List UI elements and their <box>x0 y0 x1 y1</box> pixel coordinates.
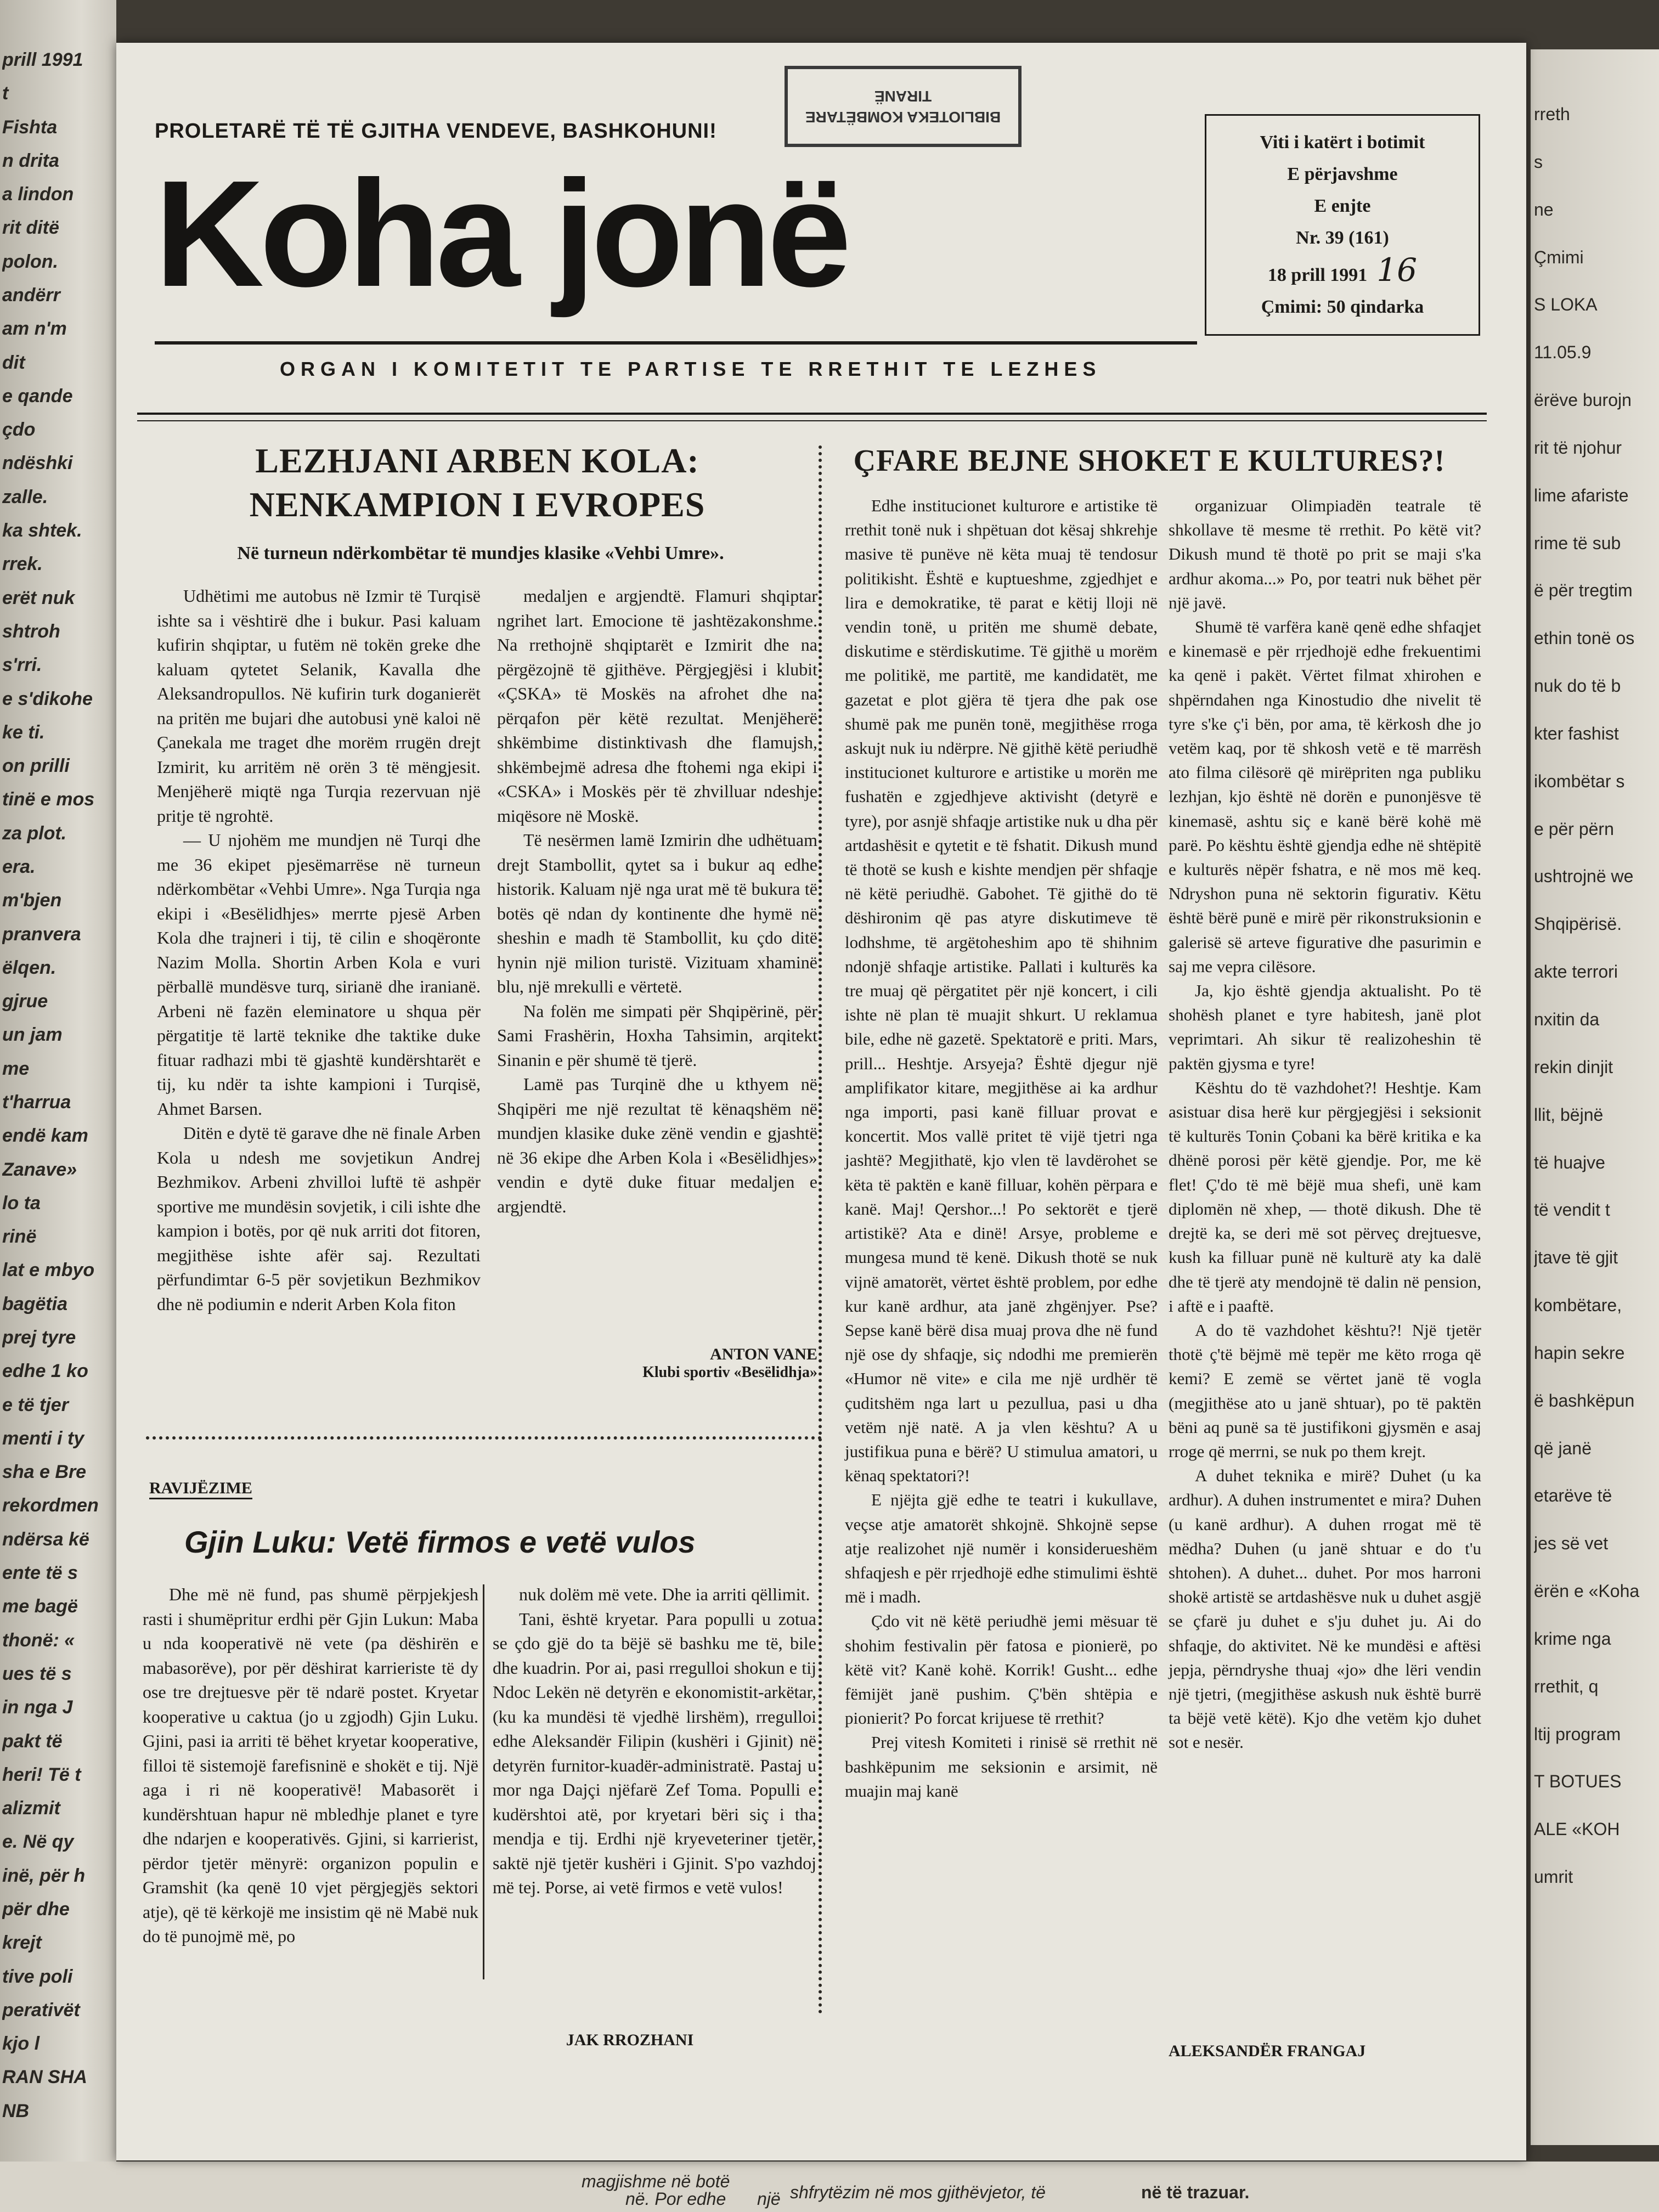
issue-info-box <box>1205 114 1480 336</box>
left-page-line: ente të s <box>2 1562 78 1584</box>
left-page-line: on prilli <box>2 755 70 777</box>
right-page-line: nuk do të b <box>1534 676 1621 696</box>
left-page-line: edhe 1 ko <box>2 1361 88 1382</box>
left-page-line: prej tyre <box>2 1327 76 1348</box>
issue-weekday: E enjte <box>1314 196 1371 216</box>
left-page-line: endë kam <box>2 1125 88 1147</box>
right-page-line: kter fashist <box>1534 723 1619 743</box>
article3-paragraph: A do të vazhdohet kështu?! Një tjetër thotë ç'të bëjmë më tepër me këto rroga që kemi? E zemë se vërtet janë të vogla (megjithëse ato u janë shtuar), po të paktën bëni aq punë sa të justifikoni gjysmën e asaj rroge që merrni, se nuk po them krejt. <box>1169 1320 1481 1461</box>
left-page-line: rekordmen <box>2 1495 99 1516</box>
issue-number: Nr. 39 (161) <box>1296 228 1389 248</box>
left-page-line: rit ditë <box>2 217 59 239</box>
handwritten-number: 16 <box>1376 251 1418 289</box>
article3-paragraph: A duhet teknika e mirë? Duhet (u ka ardhur). A duhen instrumentet e mira? Duhen (u kanë ardhur). A duhen rrogat më të mëdha? Duhen (u janë shtuar e do t'u shtohen). A duhet... duhet. Por mos harroni shokë artistë se artdashësve nuk u duhet asgjë se çfarë ju duhet e s'ju duhet ju. Ai do shfaqje, do aktivitet. Në ke mundësi e aftësi jepja, përndryshe thuaj «jo» dhe lëri vendin një tjetri, (megjithëse askush nuk është burrë ta bëjë vetë këtë). Kjo dhe vetëm kjo duhet sot e nesër. <box>1169 1466 1481 1752</box>
right-page-line: jes së vet <box>1534 1533 1609 1554</box>
left-page-line: alizmit <box>2 1798 60 1819</box>
left-page-line: bagëtia <box>2 1293 68 1314</box>
left-page-line: e. Në qy <box>2 1831 74 1853</box>
left-page-line: a lindon <box>2 184 74 205</box>
article3-paragraph: Prej vitesh Komiteti i rinisë së rrethit në bashkëpunim me seksionin e arsimit, në muajin maj kanë <box>845 1733 1158 1801</box>
left-page-line: t'harrua <box>2 1092 71 1113</box>
left-page-line: thonë: « <box>2 1629 75 1651</box>
left-page-line: ke ti. <box>2 721 45 743</box>
masthead-rule <box>155 341 1197 345</box>
article3-title: ÇFARE BEJNE SHOKET E KULTURES?! <box>853 444 1446 478</box>
article2-column-2 <box>493 1582 816 1900</box>
right-page-line: rit të njohur <box>1534 437 1622 458</box>
article1-author-name: ANTON VANE <box>710 1345 817 1363</box>
right-page-line: ë për tregtim <box>1534 580 1633 601</box>
section-divider <box>146 1436 822 1440</box>
article1-paragraph: Lamë pas Turqinë dhe u kthyem në Shqipëri me një rezultat të kënaqshëm në mundjen klasike duke zënë vendin e gjashtë në 36 ekipe dhe Arben Kola i «Besëlidhjes» vendin e dytë duke fituar medaljen e argjendtë. <box>497 1074 817 1216</box>
issue-year: Viti i katërt i botimit <box>1260 132 1425 153</box>
article1-column-2 <box>497 584 817 1218</box>
left-page-line: polon. <box>2 251 58 272</box>
right-page-line: nxitin da <box>1534 1009 1600 1029</box>
left-page-line: me <box>2 1058 30 1079</box>
article3-paragraph: Çdo vit në këtë periudhë jemi mësuar të shohim festivalin për fatosa e pionierë, po këtë vit? Kanë kohë. Korrik! Gusht... edhe fëmijët janë pushim. Ç'bën shtëpia e pionierit? Po forcat krijuese të rrethit? <box>845 1611 1158 1728</box>
right-page-line: e për përn <box>1534 819 1614 839</box>
masthead-organ: ORGAN I KOMITETIT TE PARTISE TE RRETHIT TE LEZHES <box>280 358 1102 380</box>
right-page-line: krime nga <box>1534 1628 1611 1649</box>
article1-subtitle: Në turneun ndërkombëtar të mundjes klasike «Vehbi Umre». <box>237 543 724 563</box>
left-page-line: RAN SHA <box>2 2067 87 2088</box>
right-page-line: ne <box>1534 199 1554 219</box>
bottom-page-line: në të trazuar. <box>1141 2182 1250 2202</box>
left-page-line: e s'dikohe <box>2 688 93 709</box>
right-page-line: jtave të gjit <box>1534 1248 1618 1268</box>
right-page-line: Çmimi <box>1534 247 1584 267</box>
left-page-line: sha e Bre <box>2 1462 87 1483</box>
right-page-line: rime të sub <box>1534 533 1621 553</box>
left-page-line: ues të s <box>2 1663 72 1684</box>
article2-paragraph: nuk dolëm më vete. Dhe ia arriti qëllimit. <box>519 1584 810 1604</box>
left-page-line: tive poli <box>2 1966 73 1987</box>
right-page-line: të huajve <box>1534 1152 1605 1172</box>
left-page-line: m'bjen <box>2 890 62 911</box>
right-page-line: lime afariste <box>1534 485 1629 505</box>
right-page-line: llit, bëjnë <box>1534 1104 1604 1125</box>
left-page-line: krejt <box>2 1932 42 1954</box>
right-page-line: rekin dinjit <box>1534 1057 1613 1077</box>
article1-column-1 <box>157 584 481 1316</box>
left-page-line: Fishta <box>2 116 58 138</box>
left-page-line: un jam <box>2 1024 63 1046</box>
right-page-line: s <box>1534 151 1543 172</box>
left-page-line: t <box>2 83 9 104</box>
right-page-line: etarëve të <box>1534 1486 1612 1506</box>
article2-column-rule <box>483 1584 484 1979</box>
left-page-line: menti i ty <box>2 1427 84 1449</box>
left-page-line: n drita <box>2 150 59 171</box>
article3-author: ALEKSANDËR FRANGAJ <box>1169 2042 1366 2060</box>
right-page-line: T BOTUES <box>1534 1771 1622 1792</box>
left-page-line: e qande <box>2 385 73 407</box>
left-page-line: zalle. <box>2 486 48 507</box>
left-page-line: me bagë <box>2 1596 78 1617</box>
article3-paragraph: Ja, kjo është gjendja aktualisht. Po të shohësh planet e tyre habitesh, janë plot veprimtari. Ah sikur të realizoheshin të paktën gjysma e tyre! <box>1169 981 1481 1073</box>
article1-paragraph: Udhëtimi me autobus në Izmir të Turqisë ishte sa i vështirë dhe i bukur. Pasi kaluam kufirin shqiptar, u futëm në tokën greke dhe kaluam qytetet Selanik, Kavalla dhe Aleksandropullos. Në kufirin turk doganierët na pritën me bujari dhe autobusi ynë kaloi në Çanekala me traget dhe morëm rrugën drejt Izmirit, ku arritëm në orën 3 të mëngjesit. Menjëherë miqtë nga Turqia rezervuan një pritje të ngrohtë. <box>157 586 481 826</box>
article3-paragraph: organizuar Olimpiadën teatrale të shkollave të mesme të rrethit. Po këtë vit? Dikush mund të thotë po prit se maji s'ka ardhur akoma...» Po, por teatri nuk bëhet për një javë. <box>1169 496 1481 612</box>
right-page-line: hapin sekre <box>1534 1342 1625 1363</box>
article3-paragraph: Shumë të varfëra kanë qenë edhe shfaqjet e kinemasë e për rrjedhojë edhe frekuentimi ka qenë i pakët. Vërtet filmat xhirohen e shpërndahen nga Kinostudio dhe nivelit të tyre s'ke ç'i bën, por ama, të kërkosh dhe jo vetëm kaq, por të shkosh vetë e të marrësh ato filma cilësorë që mirëpriten nga publiku lezhjan, kjo është në dorën e punonjësve të kinemasë, ashtu siç e kanë bërë kohë më parë. Po kështu është gjendja edhe në shtëpitë e kulturës nëpër fshatra, e në mos më keq. Ndryshon puna në sektorin figurativ. Këtu është bërë punë e mirë për rikonstruksionin e galerisë së arteve figurative dhe pasurimin e saj me vepra cilësore. <box>1169 617 1481 976</box>
left-page-line: perativët <box>2 1999 80 2021</box>
right-page-line: ethin tonë os <box>1534 628 1635 648</box>
left-page-line: NB <box>2 2100 30 2121</box>
left-page-line: era. <box>2 856 36 877</box>
article1-title <box>148 439 806 527</box>
right-page-line: umrit <box>1534 1867 1573 1887</box>
library-stamp <box>785 66 1022 147</box>
article2-title: Gjin Luku: Vetë firmos e vetë vulos <box>184 1525 696 1559</box>
right-page-line: ërëve burojn <box>1534 390 1632 410</box>
bottom-page-line: magjishme në botë <box>582 2171 730 2191</box>
left-page-line: kjo l <box>2 2033 40 2055</box>
article1-paragraph: Të nesërmen lamë Izmirin dhe udhëtuam drejt Stambollit, qytet sa i bukur aq edhe historik. Kaluam një nga urat më të bukura të botës që ndan dy kontinente dhe hymë në sheshin e madh të Stambollit, ku çdo ditë hynin një milion turistë. Vizituam xhaminë blu, një mrekulli e vërtetë. <box>497 830 817 996</box>
top-rule-2 <box>137 420 1487 421</box>
left-page-line: ndëshki <box>2 453 73 474</box>
left-page-line: ëlqen. <box>2 957 57 978</box>
article3-paragraph: Edhe institucionet kulturore e artistike të rrethit tonë nuk i shpëtuan dot kësaj shkrehje masive të punëve në këta muaj të tendosur politikisht. Është e kuptueshme, zgjedhjet e lira e demokratike, të parat e këtij lloji në vendin tonë, u pritën me shumë debate, diskutime e stërdiskutime. Të gjithë u morëm me politikë, me partitë, me kandidatët, me gazetat e plot gjëra të tjera dhe pak ose shumë pak me punën tonë, megjithëse rroga askujt nuk iu ndërpre. Në gjithë këtë periudhë institucionet kulturore e artistike u morën me fushatën e zgjedhjeve aktivisht (detyrë e tyre), por asnjë shfaqje artistike nuk u dha për artdashësit e qytetit e të fshatit. Dikush mund të thotë se kush e kishte mendjen për shfaqje në këtë periudhë. Gabohet. Të gjithë do të dëshironim që pas atyre diskutimeve të lodhshme, të argëtoheshim apo të shihnim ndonjë shfaqje artistike. Pallati i kulturës ka tre muaj që përgatitet për një koncert, i cili ishte në plan të muajit shkurt. U reklamua bile, edhe në gazetë. Spektatorë e priti. Mars, prill... Heshtje. Arsyeja? Është djegur një amplifikator kitare, megjithëse ai ka ardhur nga importi, pasi kanë filluar provat e koncertit. Mos vallë pritet të vijë tjetri nga jashtë? Megjithatë, kjo vlen të lavdërohet se këta të paktën e kanë filluar, kohën përpara e kanë. Maj! Qershor...! Po sektorët e tjerë artistikë? Ata e dinë! Arsye, probleme e mungesa mund të kenë. Dikush thotë se nuk vijnë amatorët, vërtet është problem, por edhe kur kanë ardhur, ata janë zhgënjyer. Pse? Sepse kanë bërë disa muaj prova dhe në fund një ose dy shfaqje, siç ndodhi me premierën «Humor në vite» e cila me një urdhër të çuditshëm nga lart u pezullua, pasi u dha vetëm një natë. A ja vlen kështu? A u justifikua puna e bërë? U stimulua amatori, u kënaq spektatori?! <box>845 496 1158 1486</box>
article3-column-1 <box>845 494 1158 1803</box>
column-divider <box>819 445 822 2015</box>
right-page-line: rrethit, q <box>1534 1676 1599 1696</box>
article2-author: JAK RROZHANI <box>566 2031 694 2049</box>
left-page-line: e të tjer <box>2 1394 69 1415</box>
issue-date <box>1222 251 1463 291</box>
right-page-line: ALE «KOH <box>1534 1819 1620 1839</box>
left-page-line: lat e mbyo <box>2 1260 95 1281</box>
left-page-line: çdo <box>2 419 36 441</box>
article1-title-line2: NENKAMPION I EVROPES <box>249 485 706 524</box>
article1-paragraph: — U njohëm me mundjen në Turqi dhe me 36 ekipet pjesëmarrëse në turneun ndërkombëtar «Vehbi Umre». Nga Turqia nga ekipi i «Besëlidhjes» merrte pjesë Arben Kola dhe trajneri i tij, të cilin e shoqëronte Nazim Molla. Shortin Arben Kola e vuri përballë mundësve turq, sirianë dhe iranianë. Arbeni në fazën eleminatore u shqua për përgatitje të lartë teknike dhe taktike duke fituar radhazi mbi të gjashtë kundërshtarët e tij, ku ndër ta ishte kampioni i Turqisë, Ahmet Barsen. <box>157 830 481 1119</box>
left-page-line: tinë e mos <box>2 789 95 810</box>
article1-paragraph: Ditën e dytë të garave dhe në finale Arben Kola u ndesh me sovjetikun Andrej Bezhmikov. Arbeni zhvilloi luftë të ashpër sportive me mundësin sovjetik, i cili ishte dhe kampion i botës, por që nuk arriti dot fitoren, megjithëse ishte afër saj. Rezultati përfundimtar 6-5 për sovjetikun Bezhmikov dhe në podiumin e nderit Arben Kola fiton <box>157 1123 481 1314</box>
left-page-line: erët nuk <box>2 587 75 608</box>
article2-rubric: RAVIJËZIME <box>149 1479 252 1499</box>
right-page-line: akte terrori <box>1534 962 1618 982</box>
left-page-line: dit <box>2 352 25 373</box>
article1-paragraph: medaljen e argjendtë. Flamuri shqiptar ngrihet lart. Emocione të jashtëzakonshme. Na rrethojnë shqiptarët e Izmirit dhe na përgëzojnë të gjithëve. Përgjegjësi i klubit «ÇSKA» të Moskës na afrohet dhe na përqafon për këtë rezultat. Menjëherë shkëmbime distinktivash dhe flamujsh, shkëmbejmë adresa dhe ftohemi nga ekipi i «CSKA» i Moskës për të zhvilluar ndeshje miqësore në Moskë. <box>497 586 817 826</box>
issue-price: Çmimi: 50 qindarka <box>1261 297 1424 317</box>
masthead-slogan: PROLETARË TË TË GJITHA VENDEVE, BASHKOHUNI! <box>155 120 717 143</box>
right-page-line: kombëtare, <box>1534 1295 1622 1316</box>
left-page-line: inë, për h <box>2 1865 86 1886</box>
right-page-line: S LOKA <box>1534 295 1598 315</box>
left-page-line: ndërsa kë <box>2 1528 89 1550</box>
right-page-line: 11.05.9 <box>1534 342 1592 363</box>
issue-date-text: 18 prill 1991 <box>1267 265 1368 285</box>
left-page-line: për dhe <box>2 1898 70 1920</box>
left-page-line: Zanave» <box>2 1159 77 1180</box>
left-page-line: am n'm <box>2 318 67 340</box>
left-page-line: ka shtek. <box>2 520 82 541</box>
left-page-line: andërr <box>2 285 60 306</box>
right-page-line: të vendit t <box>1534 1200 1610 1220</box>
article2-paragraph: Tani, është kryetar. Para populli u zotua se çdo gjë do ta bëjë së bashku me të, bile dhe kuadrin. Por ai, pasi rregulloi shokun e tij Ndoc Lekën në detyrën e ekonomistit-arkëtar, (ku ka mundësi të vjedhë lirshëm), rregulloi edhe Aleksandër Filipin (kushëri i Gjinit) në detyrën furnitor-kuadër-administratë. Pastaj u mor nga Dajçi njëfarë Zef Toma. Populli e kudërshtoi atë, por kryetari bëri siç i tha mendja e tij. Erdhi një kryeveteriner tjetër, saktë një tjetër kushëri i Gjinit. S'po vazhdoj më tej. Porse, ai vetë firmos e vetë vulos! <box>493 1609 816 1897</box>
left-page-line: s'rri. <box>2 654 42 676</box>
stamp-line-1: BIBLIOTEKA KOMBËTARE <box>805 109 1001 126</box>
article3-paragraph: E njëjta gjë edhe te teatri i kukullave, veçse atje amatorët shkojnë. Shkojnë sepse atje realizohet një numër i konsiderueshëm shfaqjesh e për rrjedhojë edhe stimulimi është më i madh. <box>845 1490 1158 1607</box>
newspaper-logo: Koha jonë <box>155 149 848 318</box>
bottom-page-line: shfrytëzim në mos gjithëvjetor, të <box>790 2182 1046 2202</box>
left-page-line: lo ta <box>2 1192 41 1214</box>
right-page-line: ë bashkëpun <box>1534 1390 1635 1410</box>
article1-author <box>497 1345 817 1381</box>
top-rule-1 <box>137 413 1487 415</box>
right-page-line: ikombëtar s <box>1534 771 1625 791</box>
article1-title-line1: LEZHJANI ARBEN KOLA: <box>255 441 699 480</box>
left-page-line: shtroh <box>2 620 60 642</box>
article2-paragraph: Dhe më në fund, pas shumë përpjekjesh rasti i shumëpritur erdhi për Gjin Lukun: Maba u nda kooperativë në vete (pa dëshirën e mabasorëve), por për dëshirat karrieriste të dy ose tre drejtuesve për të ndarë postet. Kryetar kooperative u caktua (jo u zgjodh) Gjin Luku. Gjini, pasi ia arriti të bëhet kryetar kooperative, filloi të sistemojë farefisninë e shokët e tij. Një aga i ri në kooperativë! Mabasorët i kundërshtuan hapur në mbledhje planet e tyre dhe ndarjen e kooperativës. Gjini, si karrierist, përdor tjetër mënyrë: organizon populin e Gramshit (ka qenë 10 vjet përgjegjës sektori atje), që të kërkojë me insistim që në Mabë nuk do të punojmë më, po <box>143 1584 478 1946</box>
left-page-line: rrek. <box>2 554 43 575</box>
left-page-line: pranvera <box>2 923 81 945</box>
bottom-page-line: në. Por edhe <box>625 2189 726 2209</box>
left-page-line: pakt të <box>2 1730 63 1752</box>
left-page-line: gjrue <box>2 991 48 1012</box>
article3-column-2 <box>1169 494 1481 1755</box>
article2-column-1 <box>143 1582 478 1949</box>
right-page-line: rreth <box>1534 104 1570 124</box>
issue-frequency: E përjavshme <box>1287 164 1398 184</box>
article1-paragraph: Na folën me simpati për Shqipërinë, për Sami Frashërin, Hoxha Tahsimin, arqitekt Sinanin e për shumë të tjerë. <box>497 1001 817 1070</box>
left-page-line: prill 1991 <box>2 49 83 70</box>
right-page-line: ërën e «Koha <box>1534 1581 1640 1601</box>
left-page-line: in nga J <box>2 1697 73 1718</box>
article3-paragraph: Kështu do të vazhdohet?! Heshtje. Kam asistuar disa herë kur përgjegjësi i seksionit të kulturës Tonin Çobani ka bërë kritika e ka dhënë porosi për këtë gjendje. Por, me kë flet! Ç'do të më bëjë mua shefi, unë kam diplomën në xhep, — thotë dikush. Dhe të drejtë ka, se deri më sot përveç drejtuesve, kush ka filluar punë në kulturë aty ka dalë dhe të tjerë aty mendojnë të dalin në pension, i aftë e i paaftë. <box>1169 1077 1481 1316</box>
article1-author-org: Klubi sportiv «Besëlidhja» <box>642 1364 817 1381</box>
left-page-line: za plot. <box>2 822 67 844</box>
right-page-line: ltij program <box>1534 1724 1621 1744</box>
bottom-page-line: një <box>757 2189 781 2209</box>
left-page-line: rinë <box>2 1226 37 1248</box>
right-page-line: që janë <box>1534 1438 1592 1458</box>
left-page-line: heri! Të t <box>2 1764 81 1785</box>
right-page-line: Shqipërisë. <box>1534 914 1622 934</box>
right-page-line: ushtrojnë we <box>1534 866 1634 887</box>
stamp-line-2: TIRANË <box>874 88 932 105</box>
